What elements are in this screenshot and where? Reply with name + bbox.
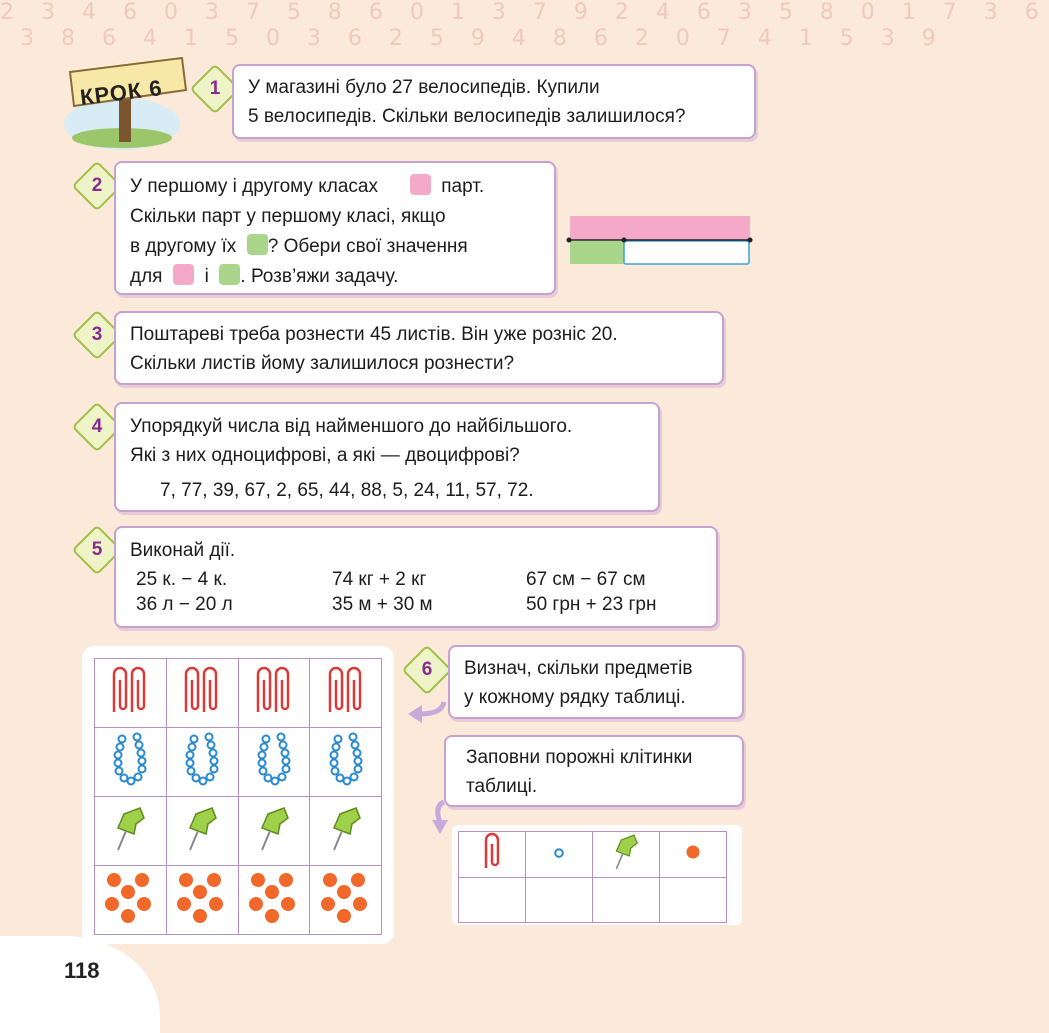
orange-beads-icon [102, 870, 158, 926]
pushpin-icon [609, 832, 643, 872]
bead-string-icon [182, 733, 222, 787]
table-cell [310, 866, 382, 935]
orange-beads-icon [246, 870, 302, 926]
bead-string-icon [110, 733, 150, 787]
empty-cell[interactable] [459, 878, 526, 923]
ops-column-2 [332, 567, 433, 617]
empty-cell[interactable] [660, 878, 727, 923]
task-2-line-3-end: ? Обери свої значення [267, 236, 468, 257]
pink-square [173, 264, 194, 285]
table-cell [310, 797, 382, 866]
table-cell [166, 797, 238, 866]
task-2-line-4-end: . Розв’яжи задачу. [240, 266, 399, 287]
empty-cell[interactable] [526, 878, 593, 923]
table-cell [166, 728, 238, 797]
table-cell [166, 866, 238, 935]
empty-cell[interactable] [593, 878, 660, 923]
table-cell [526, 832, 593, 878]
pushpin-icon [182, 804, 222, 854]
orange-bead-icon [685, 844, 701, 860]
table-cell [95, 659, 167, 728]
paperclips-icon [252, 664, 296, 718]
task-2-line-3: в другому їх [130, 236, 237, 257]
task-2-line-1: У першому і другому класах [130, 176, 378, 197]
page-number-tab [0, 936, 160, 1033]
op-item: 50 грн + 23 грн [526, 594, 657, 615]
table-cell [95, 728, 167, 797]
ops-column-3 [526, 567, 656, 617]
green-square [219, 264, 240, 285]
arrow-down-icon [428, 800, 454, 836]
task-6-fill-box [444, 735, 744, 807]
task-5-title: Виконай дії. [130, 540, 236, 561]
task-number-4: 4 [72, 402, 123, 453]
task-number-5: 5 [72, 525, 123, 576]
task-6-fill-line-2: таблиці. [466, 776, 538, 797]
bead-string-icon [254, 733, 294, 787]
arrow-left-icon [404, 698, 448, 728]
bead-string-icon [326, 733, 366, 787]
table-cell [310, 659, 382, 728]
fill-table [452, 825, 742, 925]
bead-icon [553, 847, 565, 859]
table-cell [593, 832, 660, 878]
table-cell [166, 659, 238, 728]
pushpin-icon [254, 804, 294, 854]
task-2-line-4: для [130, 266, 163, 287]
step-label: КРОК 6 [78, 75, 164, 110]
task-6-fill-line-1: Заповни порожні клітинки [466, 747, 693, 768]
table-cell [95, 866, 167, 935]
task-number-1: 1 [190, 64, 241, 115]
op-item: 74 кг + 2 кг [332, 569, 427, 590]
task-6-box [448, 645, 744, 719]
task-number-6: 6 [402, 645, 453, 696]
op-item: 35 м + 30 м [332, 594, 433, 615]
table-cell [310, 728, 382, 797]
task-2-line-2: Скільки парт у першому класі, якщо [130, 206, 446, 227]
segment-diagram [564, 212, 758, 270]
op-item: 25 к. − 4 к. [136, 569, 228, 590]
task-1-box [232, 64, 756, 139]
paperclips-icon [108, 664, 152, 718]
task-4-box [114, 402, 660, 512]
table-cell [459, 832, 526, 878]
background-digits: 2 3 4 6 0 3 7 5 8 6 0 1 3 7 9 2 4 6 3 5 8 0 1 7 3 6 3 8 6 4 1 5 0 3 6 2 5 9 4 8 6 2 0 7 4 1 5 3 9 [0, 0, 1049, 51]
table-cell [238, 659, 310, 728]
task-3-line-2: Скільки листів йому залишилося рознести? [130, 353, 515, 374]
orange-beads-icon [174, 870, 230, 926]
op-item: 67 см − 67 см [526, 569, 646, 590]
op-item: 36 л − 20 л [136, 594, 233, 615]
page-number: 118 [64, 958, 100, 983]
task-1-line-1: У магазині було 27 велосипедів. Купили [248, 77, 600, 98]
ops-column-1 [136, 567, 233, 617]
task-2-box [114, 161, 556, 295]
table-cell [95, 797, 167, 866]
task-number-3: 3 [72, 310, 123, 361]
orange-beads-icon [318, 870, 374, 926]
table-cell [238, 866, 310, 935]
table-cell [660, 832, 727, 878]
pushpin-icon [110, 804, 150, 854]
pushpin-icon [326, 804, 366, 854]
task-4-line-2: Які з них одноцифрові, а які — двоцифрові? [130, 445, 520, 466]
pink-square [410, 174, 431, 195]
table-cell [238, 728, 310, 797]
paperclips-icon [180, 664, 224, 718]
number-sequence: 7, 77, 39, 67, 2, 65, 44, 88, 5, 24, 11, 57, 72. [160, 480, 534, 501]
task-6-line-1: Визнач, скільки предметів [464, 658, 693, 679]
paperclip-icon [482, 832, 502, 872]
green-square [247, 234, 268, 255]
task-1-line-2: 5 велосипедів. Скільки велосипедів залишилося? [248, 106, 686, 127]
task-4-line-1: Упорядкуй числа від найменшого до найбільшого. [130, 416, 573, 437]
task-3-box [114, 311, 724, 385]
task-6-line-2: у кожному рядку таблиці. [464, 687, 686, 708]
paperclips-icon [324, 664, 368, 718]
task-2-line-1-end: парт. [441, 176, 485, 197]
objects-table [88, 652, 388, 938]
task-3-line-1: Поштареві треба рознести 45 листів. Він уже розніс 20. [130, 324, 618, 345]
task-number-2: 2 [72, 161, 123, 212]
table-cell [238, 797, 310, 866]
task-2-line-4-and: і [204, 266, 209, 287]
